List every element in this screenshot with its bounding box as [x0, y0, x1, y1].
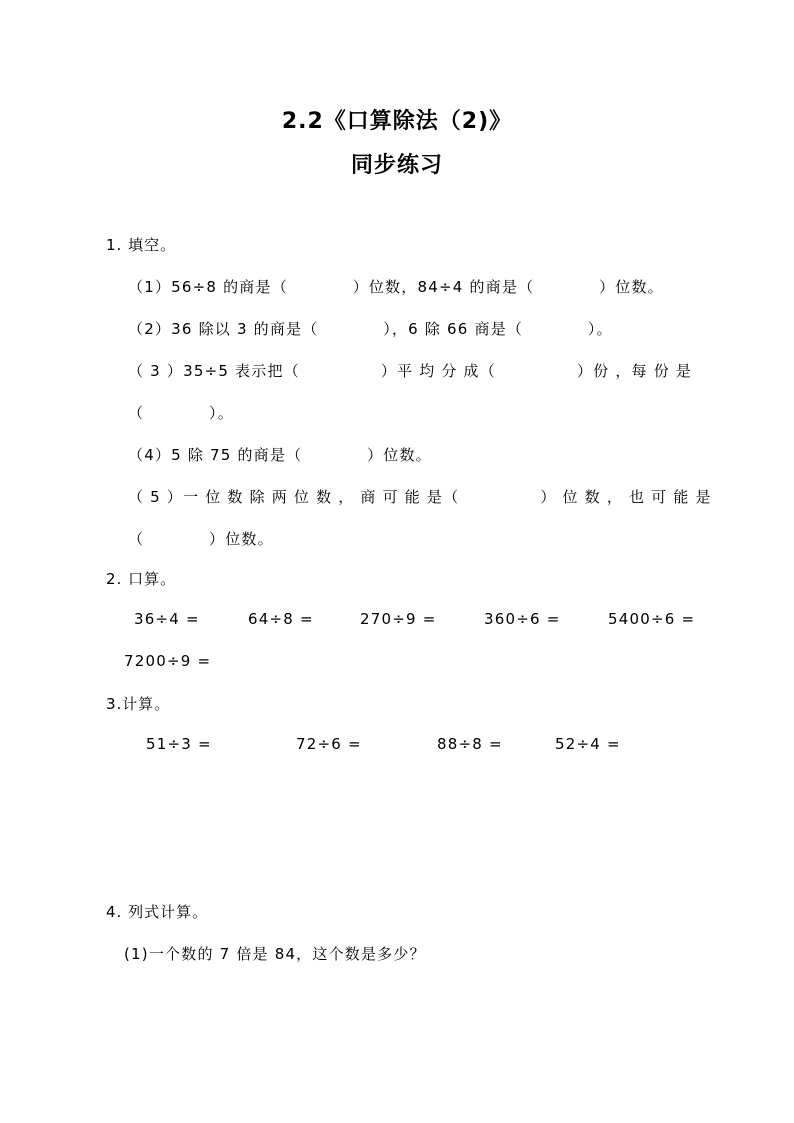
- q3-item-3: 88÷8 =: [437, 735, 503, 753]
- q3-item-2: 72÷6 =: [296, 735, 362, 753]
- q2-item-5: 5400÷6 =: [608, 610, 696, 628]
- q2-item-6: 7200÷9 =: [124, 652, 212, 670]
- q1-part3-line1: （ 3 ）35÷5 表示把（ ）平 均 分 成（ ）份 ，每 份 是: [128, 362, 693, 380]
- page-subtitle: 同步练习: [350, 153, 443, 178]
- q4-heading: 4. 列式计算。: [106, 903, 209, 921]
- q1-part2: （2）36 除以 3 的商是（ ），6 除 66 商是（ ）。: [128, 320, 613, 338]
- q2-item-4: 360÷6 =: [484, 610, 561, 628]
- q1-part4: （4）5 除 75 的商是（ ）位数。: [128, 446, 432, 464]
- q1-part5-line1: （ 5 ）一 位 数 除 两 位 数 ， 商 可 能 是（ ） 位 数 ， 也 可 能 是: [128, 488, 712, 506]
- q3-heading: 3.计算。: [106, 695, 171, 713]
- q2-heading: 2. 口算。: [106, 570, 177, 588]
- q1-part1: （1）56÷8 的商是（ ）位数，84÷4 的商是（ ）位数。: [128, 278, 664, 296]
- q3-item-4: 52÷4 =: [555, 735, 621, 753]
- q1-heading: 1. 填空。: [106, 236, 177, 254]
- q1-part3-line2: （ ）。: [128, 404, 234, 422]
- page-title: 2.2《口算除法（2)》: [281, 109, 513, 134]
- q3-item-1: 51÷3 =: [146, 735, 212, 753]
- q1-part5-line2: （ ）位数。: [128, 530, 274, 548]
- q2-item-2: 64÷8 =: [248, 610, 314, 628]
- q4-part1: (1)一个数的 7 倍是 84，这个数是多少？: [124, 945, 426, 963]
- q2-item-3: 270÷9 =: [360, 610, 437, 628]
- q2-item-1: 36÷4 =: [134, 610, 200, 628]
